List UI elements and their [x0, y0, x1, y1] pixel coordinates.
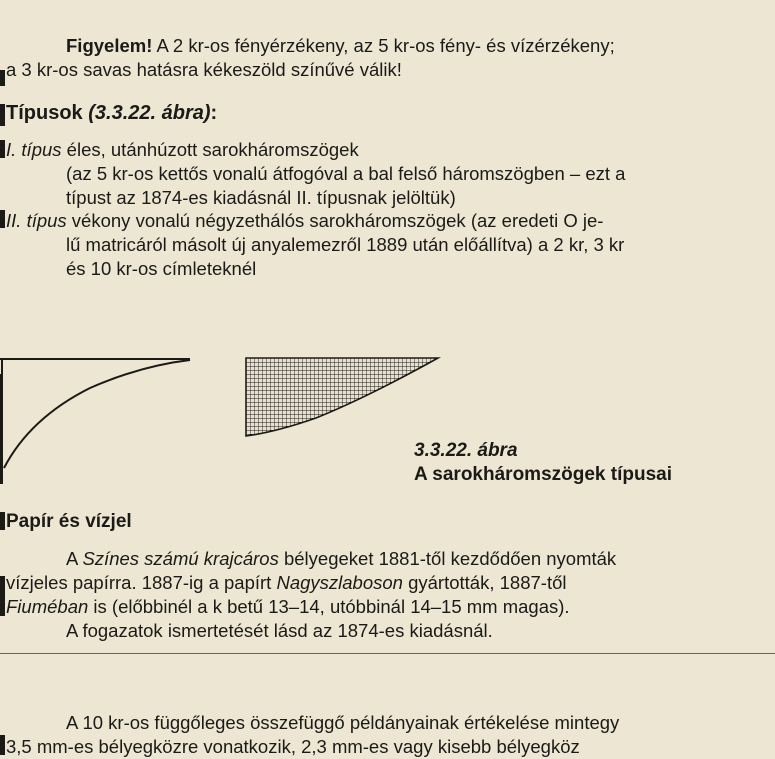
figure-number: 3.3.22. ábra: [414, 440, 518, 461]
section-divider: [0, 653, 775, 654]
margin-marker: [0, 70, 5, 86]
types-heading-ref: (3.3.22. ábra): [88, 102, 211, 124]
type2-text-1: vékony vonalú négyzethálós sarokháromszögek (az eredeti O je-: [66, 210, 604, 231]
types-heading-colon: :: [210, 102, 218, 124]
paper-series-name: Színes számú krajcáros: [82, 548, 279, 569]
figure-title: A sarokháromszögek típusai: [414, 464, 672, 485]
paper-line-3: [6, 595, 570, 619]
paper-line-4: A fogazatok ismertetését lásd az 1874-es kiadásnál.: [66, 620, 493, 641]
paper-heading: Papír és vízjel: [6, 511, 132, 532]
margin-marker: [0, 104, 5, 126]
types-heading-label: Típusok: [6, 102, 83, 124]
margin-marker: [0, 735, 5, 755]
type2-line-3: és 10 kr-os címleteknél: [66, 258, 257, 279]
type1-word: típus: [21, 139, 62, 160]
type1-detail-2: típust az 1874-es kiadásnál II. típusnak jelöltük): [66, 187, 456, 208]
figure-type1-triangle: [0, 358, 200, 473]
warning-text: A 2 kr-os fényérzékeny, az 5 kr-os fény- és vízérzékeny;: [152, 35, 615, 56]
paper-text: gyártották, 1887-től: [402, 572, 567, 593]
paper-place-name: Nagyszlaboson: [276, 572, 403, 593]
paper-line-1: [66, 547, 616, 571]
type1-number: I.: [6, 139, 17, 160]
paper-place-name: Fiuméban: [6, 596, 89, 617]
paper-text: A: [66, 548, 83, 569]
type1-text: éles, utánhúzott sarokháromszögek: [61, 139, 359, 160]
warning-line-1: [66, 34, 615, 58]
paper-line-2: [6, 571, 566, 595]
bottom-line-2: 3,5 mm-es bélyegközre vonatkozik, 2,3 mm-es vagy kisebb bélyegköz: [6, 736, 580, 757]
type2-word: típus: [26, 210, 67, 231]
warning-line-2: a 3 kr-os savas hatásra kékeszöld színűvé válik!: [6, 59, 402, 80]
type1-detail-1: (az 5 kr-os kettős vonalú átfogóval a bal felső háromszögben – ezt a: [66, 163, 626, 184]
type2-line-2: lű matricáról másolt új anyalemezről 1889 után előállítva) a 2 kr, 3 kr: [66, 234, 625, 255]
type2-line-1: [6, 209, 603, 233]
types-heading: [6, 101, 217, 125]
type2-mesh-fill: [246, 358, 438, 436]
paper-text: bélyegeket 1881-től kezdődően nyomták: [278, 548, 617, 569]
bottom-line-1: A 10 kr-os függőleges összefüggő példányainak értékelése mintegy: [66, 712, 620, 733]
margin-marker: [0, 140, 5, 158]
paper-text: is (előbbinél a k betű 13–14, utóbbinál 14–15 mm magas).: [88, 596, 570, 617]
warning-label: Figyelem!: [66, 35, 153, 56]
figure-type2-triangle: [246, 358, 446, 438]
margin-marker: [0, 512, 5, 530]
margin-marker: [0, 576, 5, 616]
type2-number: II.: [6, 210, 22, 231]
paper-text: vízjeles papírra. 1887-ig a papírt: [6, 572, 277, 593]
type1-hypotenuse: [4, 360, 190, 468]
type1-line: [6, 138, 359, 162]
margin-marker: [0, 210, 5, 228]
